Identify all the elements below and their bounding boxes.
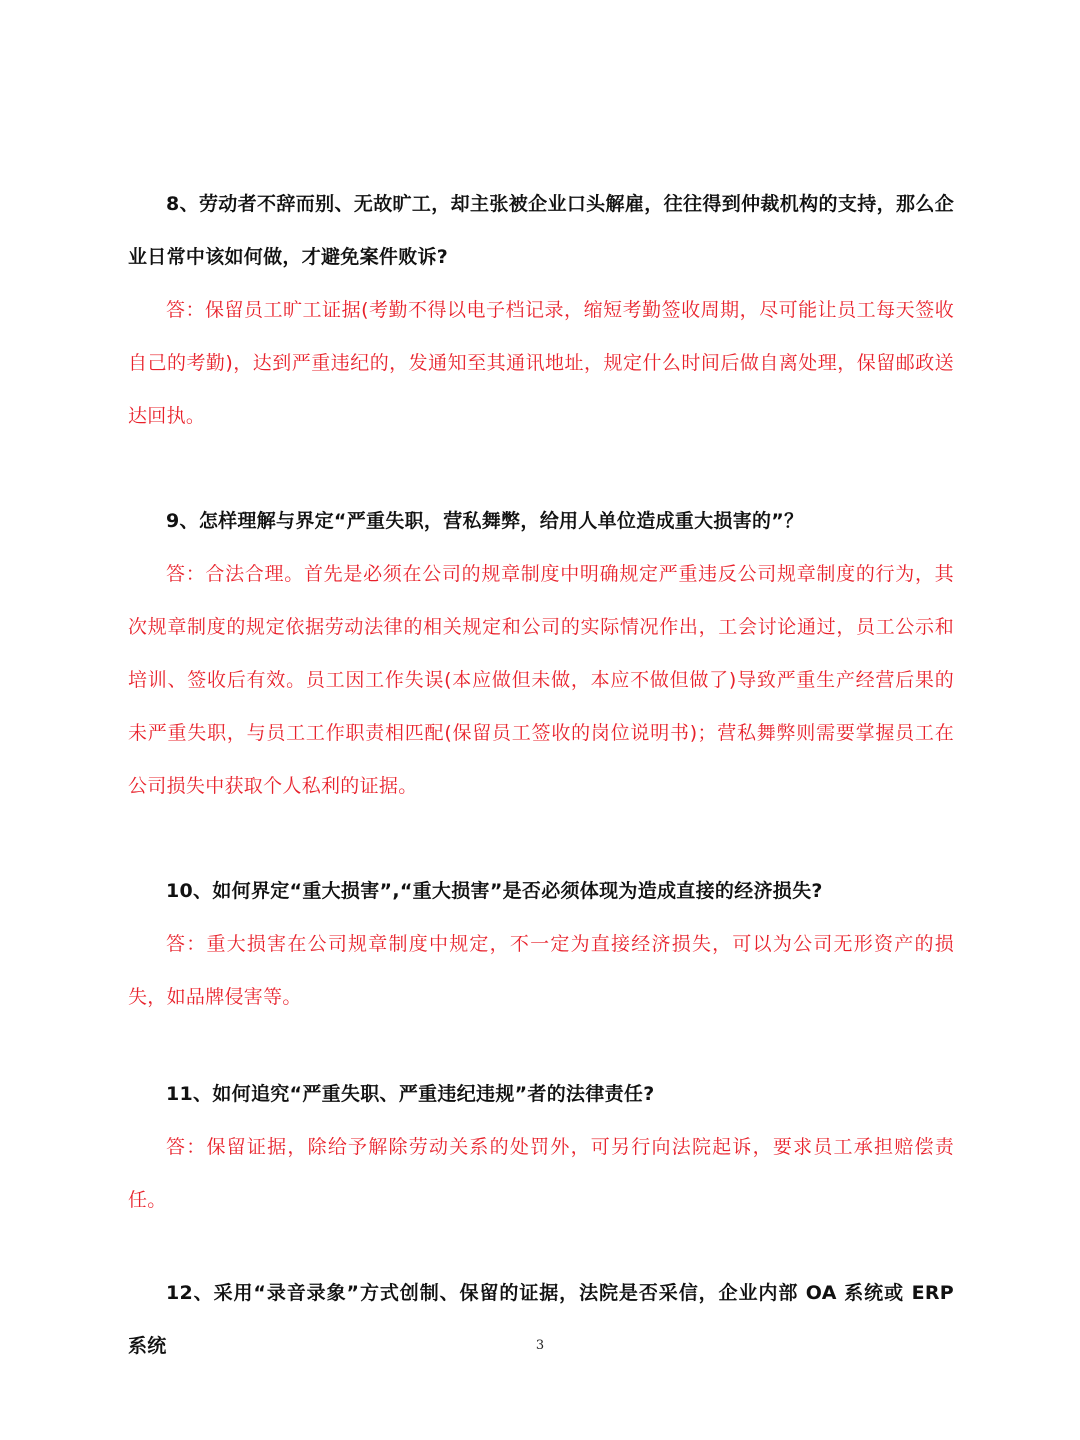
- answer-11: 答：保留证据，除给予解除劳动关系的处罚外，可另行向法院起诉，要求员工承担赔偿责任。: [128, 1136, 954, 1211]
- question-12: 12、采用“录音录象”方式创制、保留的证据，法院是否采信，企业内部 OA 系统或 ERP 系统: [128, 1282, 954, 1357]
- answer-10: 答：重大损害在公司规章制度中规定，不一定为直接经济损失，可以为公司无形资产的损失，如品牌侵害等。: [128, 933, 954, 1008]
- question-10: 10、如何界定“重大损害”,“重大损害”是否必须体现为造成直接的经济损失?: [166, 880, 823, 902]
- spacer: [128, 1227, 954, 1267]
- spacer: [128, 443, 954, 495]
- page-number: 3: [535, 1338, 545, 1353]
- qa-item-10: [128, 865, 954, 1024]
- question-11: 11、如何追究“严重失职、严重违纪违规”者的法律责任?: [166, 1083, 655, 1105]
- qa-item-8: [128, 178, 954, 443]
- qa-item-11: [128, 1068, 954, 1227]
- answer-9: 答：合法合理。首先是必须在公司的规章制度中明确规定严重违反公司规章制度的行为，其次规章制度的规定依据劳动法律的相关规定和公司的实际情况作出，工会讨论通过，员工公示和培训、签收后有效。员工因工作失误(本应做但未做，本应不做但做了)导致严重生产经营后果的未严重失职，与员工工作职责相匹配(保留员工签收的岗位说明书)；营私舞弊则需要掌握员工在公司损失中获取个人私利的证据。: [128, 563, 954, 797]
- qa-item-9: [128, 495, 954, 813]
- question-9: 9、怎样理解与界定“严重失职，营私舞弊，给用人单位造成重大损害的”？: [166, 510, 804, 532]
- document-body: [128, 178, 954, 1373]
- question-8: 8、劳动者不辞而别、无故旷工，却主张被企业口头解雇，往往得到仲裁机构的支持，那么企业日常中该如何做，才避免案件败诉?: [128, 193, 954, 268]
- qa-item-12: [128, 1267, 954, 1373]
- spacer: [128, 813, 954, 865]
- spacer: [128, 1024, 954, 1068]
- answer-8: 答：保留员工旷工证据(考勤不得以电子档记录，缩短考勤签收周期，尽可能让员工每天签收自己的考勤)，达到严重违纪的，发通知至其通讯地址，规定什么时间后做自离处理，保留邮政送达回执。: [128, 299, 954, 427]
